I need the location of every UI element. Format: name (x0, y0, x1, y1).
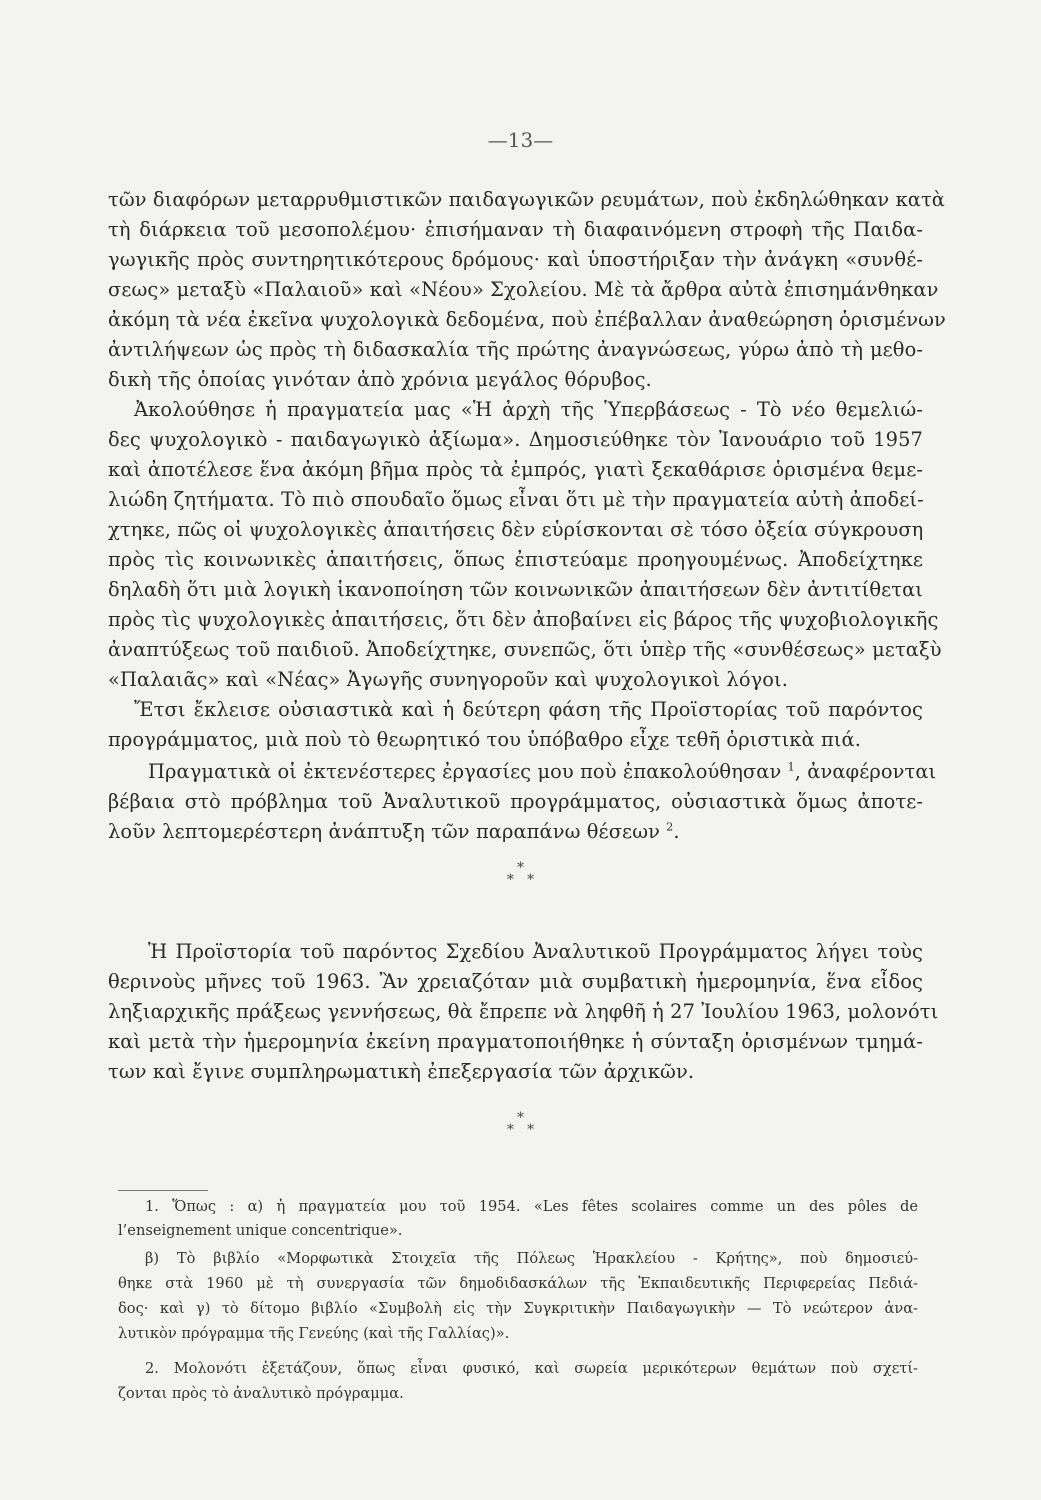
body-text: λοῦν λεπτομερέστερη ἀνάπτυξη τῶν παραπάνω θέσεων (108, 820, 660, 843)
body-line: Ἔτσι ἔκλεισε οὐσιαστικὰ καὶ ἡ δεύτερη φάση τῆς Προϊστορίας τοῦ παρόντος (134, 698, 923, 721)
footnote-line: 2. Μολονότι ἐξετάζουν, ὅπως εἶναι φυσικό, καὶ σωρεία μερικότερων θεμάτων ποὺ σχετί- (145, 1360, 918, 1377)
body-line: πρὸς τὶς κοινωνικὲς ἀπαιτήσεις, ὅπως ἐπιστεύαμε προηγουμένως. Ἀποδείχτηκε (108, 548, 923, 571)
body-line: ἀναπτύξεως τοῦ παιδιοῦ. Ἀποδείχτηκε, συνεπῶς, ὅτι ὑπὲρ τῆς «συνθέσεως» μεταξὺ (108, 638, 942, 661)
body-line: τὴ διάρκεια τοῦ μεσοπολέμου· ἐπισήμαναν τὴ διαφαινόμενη στροφὴ τῆς Παιδα- (108, 218, 923, 241)
body-line: Ἡ Προϊστορία τοῦ παρόντος Σχεδίου Ἀναλυτικοῦ Προγράμματος λήγει τοὺς (148, 940, 923, 963)
body-line: καὶ ἀποτέλεσε ἕνα ἀκόμη βῆμα πρὸς τὰ ἐμπρός, γιατὶ ξεκαθάρισε ὁρισμένα θεμε- (108, 458, 923, 481)
footnote-line: β) Τὸ βιβλίο «Μορφωτικὰ Στοιχεῖα τῆς Πόλεως Ἡρακλείου - Κρήτης», ποὺ δημοσιεύ- (145, 1250, 918, 1267)
asterism-star-pair: * * (506, 1122, 535, 1138)
footnote-line: ζονται πρὸς τὸ ἀναλυτικὸ πρόγραμμα. (118, 1385, 404, 1402)
body-text: Πραγματικὰ οἱ ἐκτενέστερες ἐργασίες μου ποὺ ἐπακολούθησαν (148, 760, 782, 783)
body-line: των καὶ ἔγινε συμπληρωματικὴ ἐπεξεργασία τῶν ἀρχικῶν. (108, 1060, 695, 1083)
body-line: Ἀκολούθησε ἡ πραγματεία μας «Ἡ ἀρχὴ τῆς Ὑπερβάσεως - Τὸ νέο θεμελιώ- (134, 398, 923, 421)
body-line: σεως» μεταξὺ «Παλαιοῦ» καὶ «Νέου» Σχολείου. Μὲ τὰ ἄρθρα αὐτὰ ἐπισημάνθηκαν (108, 278, 939, 301)
body-line: λιώδη ζητήματα. Τὸ πιὸ σπουδαῖο ὅμως εἶναι ὅτι μὲ τὴν πραγματεία αὐτὴ ἀποδεί- (108, 488, 924, 511)
footnote-line: δος· καὶ γ) τὸ δίτομο βιβλίο «Συμβολὴ εἰς τὴν Συγκριτικὴν Παιδαγωγικὴν — Τὸ νεώτερον ἀνα- (118, 1300, 918, 1317)
body-line: καὶ μετὰ τὴν ἡμερομηνία ἐκείνη πραγματοποιήθηκε ἡ σύνταξη ὁρισμένων τμημά- (108, 1030, 923, 1053)
asterism (0, 862, 1041, 886)
asterism (0, 1112, 1041, 1136)
body-line: προγράμματος, μιὰ ποὺ τὸ θεωρητικό του ὑπόβαθρο εἶχε τεθῆ ὁριστικὰ πιά. (108, 728, 861, 751)
body-line: γωγικῆς πρὸς συντηρητικότερους δρόμους· καὶ ὑποστήριξαν τὴν ἀνάγκη «συνθέ- (108, 248, 923, 271)
footnote-line: 1. Ὅπως : α) ἡ πραγματεία μου τοῦ 1954. «Les fêtes scolaires comme un des pôles de (145, 1198, 918, 1215)
body-line: δικὴ τῆς ὁποίας γινόταν ἀπὸ χρόνια μεγάλος θόρυβος. (108, 368, 652, 391)
body-line-with-footnote (108, 820, 923, 844)
body-line: θερινοὺς μῆνες τοῦ 1963. Ἂν χρειαζόταν μιὰ συμβατικὴ ἡμερομηνία, ἕνα εἶδος (108, 970, 923, 993)
footnote-line: λυτικὸν πρόγραμμα τῆς Γενεύης (καὶ τῆς Γαλλίας)». (118, 1325, 510, 1342)
body-line: χτηκε, πῶς οἱ ψυχολογικὲς ἀπαιτήσεις δὲν εὑρίσκονται σὲ τόσο ὀξεία σύγκρουση (108, 518, 924, 541)
footnote-rule (118, 1190, 208, 1191)
body-line: ληξιαρχικῆς πράξεως γεννήσεως, θὰ ἔπρεπε νὰ ληφθῆ ἡ 27 Ἰουλίου 1963, μολονότι (108, 1000, 939, 1023)
footnote-line: θηκε στὰ 1960 μὲ τὴ συνεργασία τῶν δημοδιδασκάλων τῆς Ἐκπαιδευτικῆς Περιφερείας Πεδιά- (118, 1275, 918, 1292)
body-line: πρὸς τὶς ψυχολογικὲς ἀπαιτήσεις, ὅτι δὲν ἀποβαίνει εἰς βάρος τῆς ψυχοβιολογικῆς (108, 608, 939, 631)
asterism-star-pair: * * (506, 872, 535, 888)
page-number: —13— (487, 128, 554, 152)
body-text: . (673, 820, 680, 843)
asterism-star: * (517, 860, 524, 876)
body-line: «Παλαιᾶς» καὶ «Νέας» Ἀγωγῆς συνηγοροῦν καὶ ψυχολογικοὶ λόγοι. (108, 668, 789, 691)
body-line: ἀντιλήψεων ὡς πρὸς τὴ διδασκαλία τῆς πρώτης ἀναγνώσεως, γύρω ἀπὸ τὴ μεθο- (108, 338, 923, 361)
footnote-mark: 2 (666, 820, 674, 834)
body-line: ἀκόμη τὰ νέα ἐκεῖνα ψυχολογικὰ δεδομένα, ποὺ ἐπέβαλλαν ἀναθεώρηση ὁρισμένων (108, 308, 946, 331)
body-line: τῶν διαφόρων μεταρρυθμιστικῶν παιδαγωγικῶν ρευμάτων, ποὺ ἐκδηλώθηκαν κατὰ (108, 188, 946, 211)
body-line: δηλαδὴ ὅτι μιὰ λογικὴ ἱκανοποίηση τῶν κοινωνικῶν ἀπαιτήσεων δὲν ἀντιτίθεται (108, 578, 923, 601)
footnote-mark: 1 (787, 760, 795, 774)
footnote-line: l’enseignement unique concentrique». (118, 1222, 403, 1239)
body-line: δες ψυχολογικὸ - παιδαγωγικὸ ἀξίωμα». Δημοσιεύθηκε τὸν Ἰανουάριο τοῦ 1957 (108, 428, 923, 451)
asterism-star: * (517, 1110, 524, 1126)
body-line: βέβαια στὸ πρόβλημα τοῦ Ἀναλυτικοῦ προγράμματος, οὐσιαστικὰ ὅμως ἀποτε- (108, 790, 923, 813)
body-line-with-footnote (148, 760, 937, 784)
body-text: , ἀναφέρονται (794, 760, 937, 783)
